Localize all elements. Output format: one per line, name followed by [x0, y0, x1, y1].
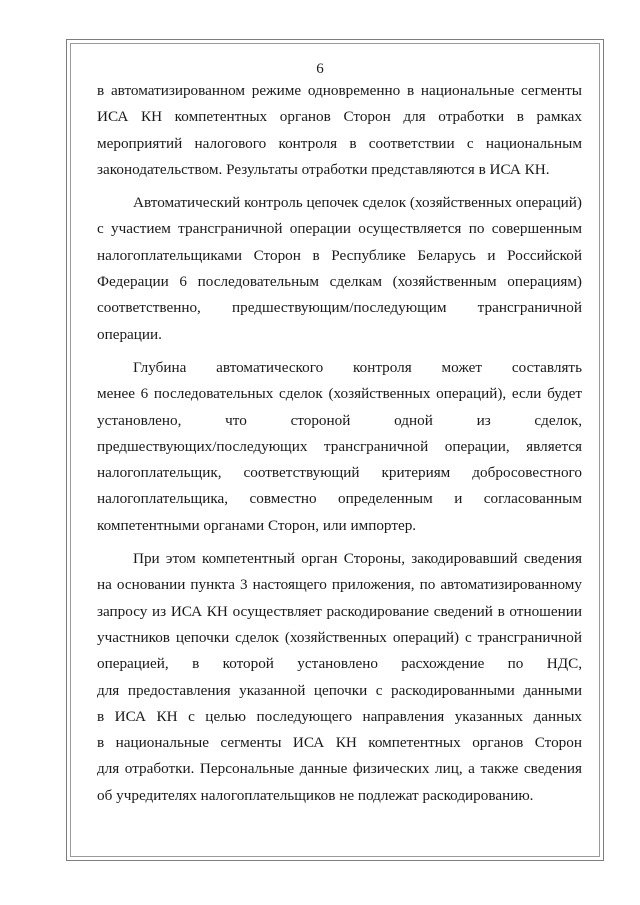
text-line: операции. — [97, 325, 162, 343]
paragraph — [97, 78, 582, 183]
text-line: в национальные сегменты ИСА КН компетентных органов Сторон — [97, 734, 582, 752]
paragraph — [97, 355, 582, 539]
text-line: Автоматический контроль цепочек сделок (хозяйственных операций) — [133, 194, 582, 212]
text-line: законодательством. Результаты отработки представляются в ИСА КН. — [97, 160, 550, 178]
text-line: компетентными органами Сторон, или импортер. — [97, 516, 417, 534]
text-line: об учредителях налогоплательщиков не подлежат раскодированию. — [97, 786, 534, 804]
text-line: для отработки. Персональные данные физических лиц, а также сведения — [97, 760, 582, 778]
text-line: Глубина автоматического контроля может составлять — [133, 358, 582, 376]
text-line: с участием трансграничной операции осуществляется по совершенным — [97, 220, 582, 238]
text-line: операцией, в которой установлено расхождение по НДС, — [97, 655, 582, 673]
paragraph-gap — [97, 539, 582, 546]
text-line: предшествующих/последующих трансграничной операции, является — [97, 437, 582, 455]
text-line: Федерации 6 последовательным сделкам (хозяйственным операциям) — [97, 273, 582, 291]
text-line: запросу из ИСА КН осуществляет раскодирование сведений в отношении — [97, 602, 582, 620]
text-line: для предоставления указанной цепочки с раскодированными данными — [97, 681, 582, 699]
paragraph-gap — [97, 183, 582, 190]
text-line: в автоматизированном режиме одновременно в национальные сегменты — [97, 82, 582, 99]
text-line: на основании пункта 3 настоящего приложения, по автоматизированному — [97, 576, 582, 594]
paragraph — [97, 190, 582, 348]
text-line: в ИСА КН с целью последующего направления указанных данных — [97, 707, 582, 725]
text-line: налогоплательщик, соответствующий критериям добросовестного — [97, 464, 582, 482]
text-line: При этом компетентный орган Стороны, закодировавший сведения — [133, 550, 582, 568]
text-line: участников цепочки сделок (хозяйственных операций) с трансграничной — [97, 628, 582, 646]
text-line: налогоплательщика, совместно определенным и согласованным — [97, 490, 582, 508]
text-line: соответственно, предшествующим/последующим трансграничной — [97, 299, 582, 317]
text-line: менее 6 последовательных сделок (хозяйственных операций), если будет — [97, 385, 582, 403]
text-line: мероприятий налогового контроля в соответствии с национальным — [97, 134, 582, 152]
text-line: налогоплательщиками Сторон в Республике Беларусь и Российской — [97, 246, 582, 264]
document-body — [97, 78, 582, 809]
text-line: ИСА КН компетентных органов Сторон для отработки в рамках — [97, 108, 582, 126]
paragraph — [97, 546, 582, 809]
text-line: установлено, что стороной одной из сделок, — [97, 411, 582, 429]
page-number: 6 — [316, 61, 324, 77]
paragraph-gap — [97, 348, 582, 355]
